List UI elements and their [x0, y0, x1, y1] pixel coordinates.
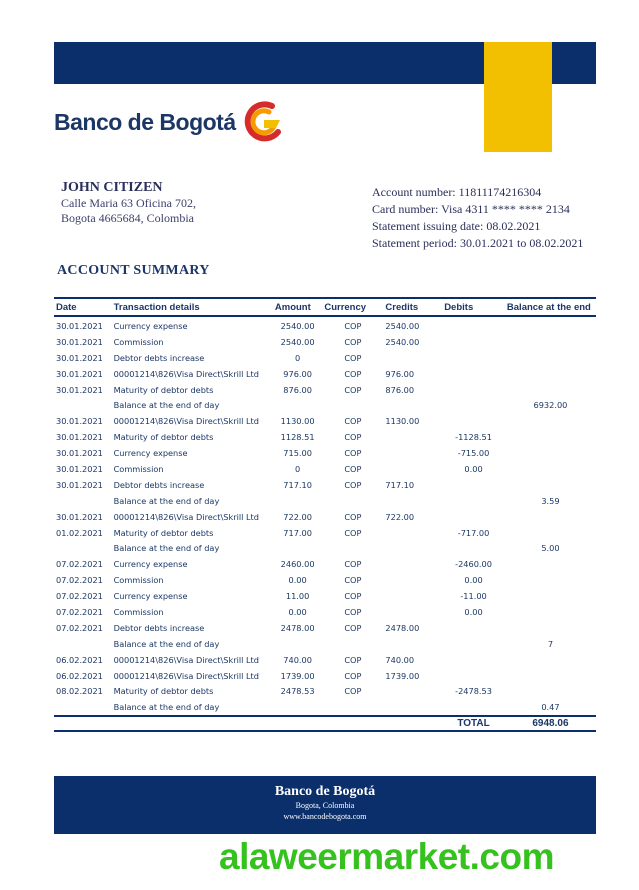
cell-currency: COP	[344, 416, 362, 427]
cell-date: 30.01.2021	[56, 336, 103, 347]
header-debits: Debits	[442, 298, 505, 316]
cell-credits	[383, 604, 442, 620]
cell-debits: -717.00	[457, 527, 490, 538]
cell-details: 00001214\826\Visa Direct\Skrill Ltd	[113, 368, 259, 379]
footer-bank-name: Banco de Bogotá	[274, 784, 376, 799]
cell-currency: COP	[344, 336, 362, 347]
cell-credits: 717.10	[385, 479, 415, 490]
cell-credits	[383, 636, 442, 652]
card-number: Card number: Visa 4311 **** **** 2134	[372, 202, 570, 216]
cell-credits	[383, 588, 442, 604]
header-date: Date	[54, 298, 112, 316]
transactions-table	[54, 297, 596, 732]
cell-currency: COP	[344, 559, 362, 570]
cell-debits	[442, 350, 505, 366]
header-credits: Credits	[383, 298, 442, 316]
cell-balance: 6932.00	[533, 400, 568, 411]
cell-debits: -715.00	[457, 448, 490, 459]
cell-date	[54, 699, 112, 716]
cell-details: Balance at the end of day	[113, 702, 220, 713]
cell-details: 00001214\826\Visa Direct\Skrill Ltd	[113, 416, 259, 427]
cell-amount: 717.10	[283, 479, 312, 490]
cell-amount: 740.00	[283, 654, 312, 665]
cell-currency: COP	[344, 432, 362, 443]
cell-amount	[273, 636, 322, 652]
cell-details: Currency expense	[113, 448, 188, 459]
cell-balance	[505, 668, 596, 684]
watermark-text: alaweermarket.com	[219, 836, 554, 877]
cell-details: Debtor debts increase	[113, 479, 205, 490]
table-header-row	[54, 298, 596, 316]
total-label: TOTAL	[442, 716, 505, 731]
cell-amount: 1130.00	[280, 416, 315, 427]
table-row	[54, 620, 596, 636]
cell-amount: 722.00	[283, 511, 312, 522]
cell-balance	[505, 366, 596, 382]
cell-amount: 1128.51	[280, 432, 315, 443]
cell-credits	[383, 699, 442, 716]
cell-credits: 1739.00	[385, 670, 420, 681]
table-row	[54, 668, 596, 684]
table-row	[54, 316, 596, 334]
cell-credits: 722.00	[385, 511, 415, 522]
cell-debits: 0.00	[464, 463, 483, 474]
cell-debits: -2460.00	[455, 559, 492, 570]
cell-currency: COP	[344, 654, 362, 665]
customer-block	[61, 180, 196, 226]
cell-debits: -2478.53	[455, 686, 492, 697]
cell-date: 07.02.2021	[56, 622, 103, 633]
cell-amount: 0.00	[288, 606, 307, 617]
cell-amount: 1739.00	[280, 670, 315, 681]
table-row	[54, 493, 596, 509]
cell-date: 30.01.2021	[56, 463, 103, 474]
cell-credits: 876.00	[385, 384, 415, 395]
cell-credits: 740.00	[385, 654, 415, 665]
cell-amount: 2460.00	[280, 559, 315, 570]
cell-details: Balance at the end of day	[113, 400, 220, 411]
table-row	[54, 699, 596, 716]
cell-credits	[383, 540, 442, 556]
cell-balance	[505, 382, 596, 398]
cell-date	[54, 636, 112, 652]
cell-amount	[273, 540, 322, 556]
cell-details: Commission	[113, 606, 164, 617]
cell-currency	[322, 540, 383, 556]
cell-date: 07.02.2021	[56, 575, 103, 586]
cell-credits: 976.00	[385, 368, 415, 379]
table-row	[54, 334, 596, 350]
account-details	[372, 184, 583, 252]
cell-date: 30.01.2021	[56, 448, 103, 459]
cell-balance	[505, 429, 596, 445]
cell-amount: 976.00	[283, 368, 312, 379]
cell-debits	[442, 413, 505, 429]
cell-credits	[383, 556, 442, 572]
cell-details: Currency expense	[113, 591, 188, 602]
cell-currency: COP	[344, 479, 362, 490]
cell-debits	[442, 366, 505, 382]
cell-balance	[505, 413, 596, 429]
cell-balance	[505, 588, 596, 604]
table-row	[54, 445, 596, 461]
cell-date	[54, 397, 112, 413]
cell-debits	[442, 668, 505, 684]
cell-amount	[273, 699, 322, 716]
cell-debits	[442, 509, 505, 525]
cell-date: 01.02.2021	[56, 527, 103, 538]
cell-amount: 2478.53	[280, 686, 315, 697]
table-row	[54, 540, 596, 556]
cell-balance	[505, 556, 596, 572]
table-row	[54, 556, 596, 572]
cell-balance	[505, 525, 596, 541]
cell-balance	[505, 572, 596, 588]
account-summary-title: ACCOUNT SUMMARY	[57, 263, 210, 278]
cell-details: Balance at the end of day	[113, 495, 220, 506]
cell-balance	[505, 620, 596, 636]
cell-date: 08.02.2021	[56, 686, 103, 697]
cell-details: Commission	[113, 575, 164, 586]
cell-details: Debtor debts increase	[113, 622, 205, 633]
cell-details: Maturity of debtor debts	[113, 432, 214, 443]
cell-date: 30.01.2021	[56, 368, 103, 379]
table-row	[54, 588, 596, 604]
cell-debits	[442, 334, 505, 350]
cell-balance	[505, 652, 596, 668]
cell-currency	[322, 699, 383, 716]
transactions-body	[54, 316, 596, 716]
footer-website: www.bancodebogota.com	[283, 812, 367, 821]
cell-credits: 1130.00	[385, 416, 420, 427]
cell-date: 07.02.2021	[56, 606, 103, 617]
table-row	[54, 477, 596, 493]
cell-amount: 876.00	[283, 384, 312, 395]
cell-currency: COP	[344, 368, 362, 379]
statement-period: Statement period: 30.01.2021 to 08.02.2021	[372, 236, 584, 250]
header-amount: Amount	[273, 298, 322, 316]
cell-balance	[505, 461, 596, 477]
cell-balance: 7	[547, 638, 554, 649]
cell-debits: -11.00	[460, 591, 487, 602]
cell-debits: -1128.51	[455, 432, 492, 443]
cell-date: 30.01.2021	[56, 384, 103, 395]
cell-credits	[383, 445, 442, 461]
cell-debits	[442, 493, 505, 509]
table-row	[54, 572, 596, 588]
cell-amount: 0	[295, 352, 301, 363]
cell-date	[54, 493, 112, 509]
cell-amount: 11.00	[285, 591, 310, 602]
cell-date: 07.02.2021	[56, 559, 103, 570]
cell-currency: COP	[344, 606, 362, 617]
cell-balance	[505, 316, 596, 334]
cell-currency: COP	[344, 686, 362, 697]
cell-currency: COP	[344, 622, 362, 633]
cell-balance	[505, 509, 596, 525]
table-row	[54, 382, 596, 398]
cell-details: Balance at the end of day	[113, 543, 220, 554]
cell-balance: 0.47	[541, 702, 560, 713]
cell-currency: COP	[344, 320, 362, 331]
footer-band	[54, 776, 596, 834]
bank-logo-text: Banco de Bogotá	[54, 108, 236, 135]
cell-currency: COP	[344, 463, 362, 474]
cell-date	[54, 540, 112, 556]
cell-balance	[505, 334, 596, 350]
cell-debits	[442, 636, 505, 652]
header-currency: Currency	[322, 298, 383, 316]
cell-details: Balance at the end of day	[113, 638, 220, 649]
cell-currency: COP	[344, 591, 362, 602]
cell-date: 07.02.2021	[56, 591, 103, 602]
cell-debits	[442, 699, 505, 716]
table-row	[54, 350, 596, 366]
cell-details: Currency expense	[113, 559, 188, 570]
cell-amount: 2478.00	[280, 622, 315, 633]
header-accent-block	[484, 42, 552, 152]
cell-details: Debtor debts increase	[113, 352, 205, 363]
customer-address-line1: Calle Maria 63 Oficina 702,	[61, 196, 196, 210]
cell-amount: 2540.00	[280, 336, 315, 347]
cell-debits	[442, 540, 505, 556]
table-row	[54, 604, 596, 620]
cell-amount: 0.00	[288, 575, 307, 586]
table-row	[54, 525, 596, 541]
cell-currency	[322, 493, 383, 509]
cell-credits: 2540.00	[385, 320, 420, 331]
cell-amount	[273, 397, 322, 413]
table-row	[54, 683, 596, 699]
cell-credits	[383, 397, 442, 413]
cell-date: 06.02.2021	[56, 654, 103, 665]
cell-balance	[505, 350, 596, 366]
cell-amount	[273, 493, 322, 509]
table-row	[54, 461, 596, 477]
cell-credits	[383, 683, 442, 699]
cell-credits	[383, 493, 442, 509]
cell-currency: COP	[344, 670, 362, 681]
cell-date: 30.01.2021	[56, 320, 103, 331]
cell-currency: COP	[344, 527, 362, 538]
cell-date: 06.02.2021	[56, 670, 103, 681]
footer-city: Bogota, Colombia	[295, 801, 355, 810]
cell-currency	[322, 397, 383, 413]
header-balance: Balance at the end	[505, 298, 596, 316]
table-row	[54, 652, 596, 668]
bank-logo-icon	[242, 100, 286, 144]
cell-balance	[505, 604, 596, 620]
cell-details: 00001214\826\Visa Direct\Skrill Ltd	[113, 654, 259, 665]
cell-currency	[322, 636, 383, 652]
account-number: Account number: 11811174216304	[372, 185, 542, 199]
cell-amount: 2540.00	[280, 320, 315, 331]
cell-amount: 717.00	[283, 527, 312, 538]
cell-currency: COP	[344, 448, 362, 459]
customer-address-line2: Bogota 4665684, Colombia	[61, 211, 194, 225]
cell-balance	[505, 477, 596, 493]
cell-balance: 5.00	[541, 543, 560, 554]
cell-date: 30.01.2021	[56, 352, 103, 363]
table-row	[54, 397, 596, 413]
total-row	[54, 716, 596, 731]
cell-balance: 3.59	[541, 495, 560, 506]
cell-debits: 0.00	[464, 606, 483, 617]
cell-credits: 2478.00	[385, 622, 420, 633]
cell-balance	[505, 683, 596, 699]
cell-details: Maturity of debtor debts	[113, 686, 214, 697]
table-row	[54, 366, 596, 382]
table-row	[54, 413, 596, 429]
cell-credits	[383, 350, 442, 366]
cell-date: 30.01.2021	[56, 511, 103, 522]
cell-balance	[505, 445, 596, 461]
cell-details: Commission	[113, 336, 164, 347]
statement-issuing-date: Statement issuing date: 08.02.2021	[372, 219, 541, 233]
cell-debits	[442, 620, 505, 636]
header-details: Transaction details	[112, 298, 273, 316]
table-row	[54, 429, 596, 445]
cell-debits	[442, 316, 505, 334]
cell-debits	[442, 477, 505, 493]
cell-credits	[383, 429, 442, 445]
table-row	[54, 509, 596, 525]
table-row	[54, 636, 596, 652]
cell-details: Currency expense	[113, 320, 188, 331]
cell-amount: 715.00	[283, 448, 312, 459]
cell-details: Commission	[113, 463, 164, 474]
bank-logo	[54, 100, 286, 144]
cell-debits	[442, 397, 505, 413]
cell-details: Maturity of debtor debts	[113, 527, 214, 538]
cell-date: 30.01.2021	[56, 432, 103, 443]
cell-currency: COP	[344, 352, 362, 363]
cell-debits	[442, 382, 505, 398]
cell-currency: COP	[344, 511, 362, 522]
cell-details: 00001214\826\Visa Direct\Skrill Ltd	[113, 670, 259, 681]
cell-credits	[383, 525, 442, 541]
cell-debits: 0.00	[464, 575, 483, 586]
total-value: 6948.06	[505, 716, 596, 731]
cell-date: 30.01.2021	[56, 416, 103, 427]
cell-credits	[383, 461, 442, 477]
cell-credits	[383, 572, 442, 588]
cell-currency: COP	[344, 575, 362, 586]
cell-date: 30.01.2021	[56, 479, 103, 490]
cell-details: Maturity of debtor debts	[113, 384, 214, 395]
cell-debits	[442, 652, 505, 668]
cell-credits: 2540.00	[385, 336, 420, 347]
cell-details: 00001214\826\Visa Direct\Skrill Ltd	[113, 511, 259, 522]
cell-amount: 0	[295, 463, 301, 474]
customer-name: JOHN CITIZEN	[61, 180, 163, 195]
cell-currency: COP	[344, 384, 362, 395]
